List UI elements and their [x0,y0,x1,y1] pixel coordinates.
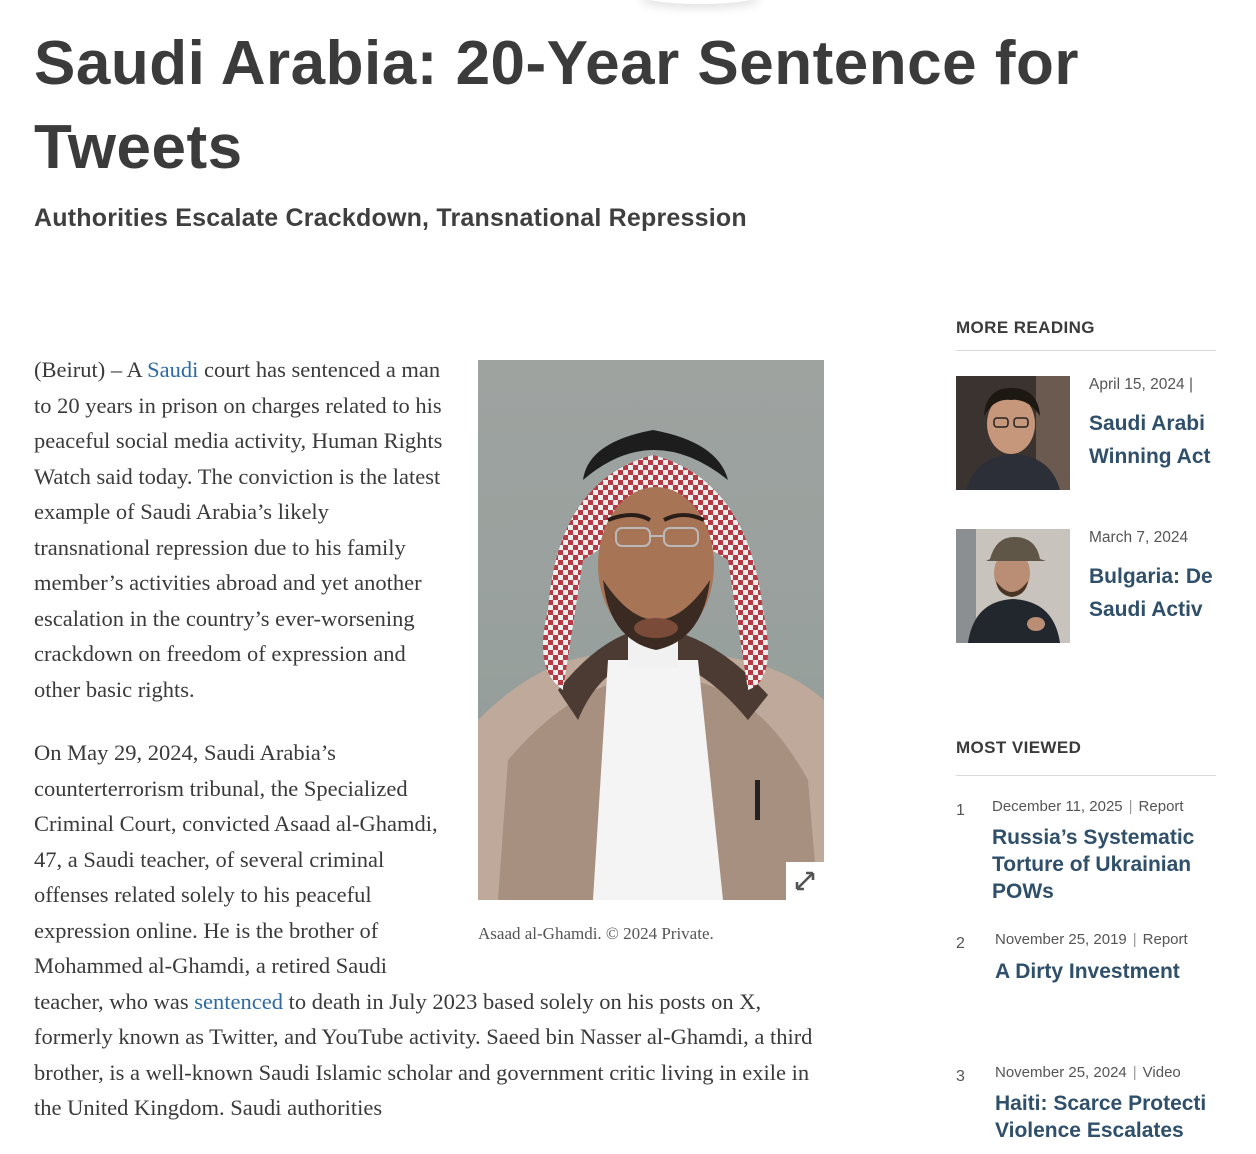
more-reading-date [1089,376,1193,394]
link-saudi[interactable]: Saudi [147,357,199,382]
more-reading-thumbnail[interactable] [956,529,1070,643]
more-reading-title-line2[interactable]: Winning Act [1089,445,1211,468]
item-title-line3[interactable]: POWs [992,880,1054,903]
item-title-line1[interactable]: Russia’s Systematic [992,826,1195,849]
more-reading-heading: MORE READING [956,318,1095,337]
item-type: Report [1138,798,1184,815]
item-type: Video [1142,1064,1181,1081]
more-reading-title-line1[interactable]: Saudi Arabi [1089,412,1205,435]
paragraph-2-lead: On May 29, 2024, Saudi Arabia’s counterterrorism tribunal, the Specialized Criminal Court, convicted Asaad al-Ghamdi, 47, a Saudi teacher, of several criminal offenses related solely to his peaceful expression online. He is the brother of Mohammed al-Ghamdi, a retired Saudi teacher, who was [34,740,438,1014]
most-viewed-heading: MOST VIEWED [956,738,1082,757]
image-caption: Asaad al-Ghamdi. © 2024 Private. [478,924,714,943]
rank-number: 2 [956,935,965,952]
more-reading-item[interactable] [956,376,1256,496]
item-date: November 25, 2024 [995,1064,1127,1081]
paragraph-1-rest: court has sentenced a man to 20 years in prison on charges related to his peaceful social media activity, Human Rights Watch said today. The conviction is the latest example of Saudi Arabia’s likely transnational repression due to his family member’s activities abroad and yet another escalation in the country’s ever-worsening crackdown on freedom of expression and other basic rights. [34,357,443,702]
top-shadow [640,0,760,4]
item-type: Report [1142,931,1188,948]
more-reading-title-line1[interactable]: Bulgaria: De [1089,565,1213,588]
paragraph-1-lead: (Beirut) – A [34,357,148,382]
photo-asaad-al-ghamdi[interactable] [478,360,824,900]
meta-separator: | [1132,931,1137,948]
date-text: March 7, 2024 [1089,529,1189,546]
item-date: December 11, 2025 [992,798,1123,815]
item-title-line2[interactable]: Torture of Ukrainian [992,853,1192,876]
expand-arrows-icon [793,869,817,893]
item-meta [995,931,1188,948]
thumbnail-image [956,529,1070,643]
meta-separator: | [1132,1064,1137,1081]
article-title: Saudi Arabia: 20-Year Sentence for Tweets [34,29,1079,182]
item-date: November 25, 2019 [995,931,1127,948]
date-text: April 15, 2024 [1089,376,1185,393]
thumbnail-image [956,376,1070,490]
item-title-line1[interactable]: Haiti: Scarce Protecti [995,1092,1207,1115]
most-viewed-divider [956,775,1216,776]
date-separator: | [1188,376,1193,393]
item-title-line2[interactable]: Violence Escalates [995,1119,1184,1142]
more-reading-thumbnail[interactable] [956,376,1070,490]
more-reading-item[interactable] [956,529,1256,649]
paragraph-2-rest: to death in July 2023 based solely on his posts on X, formerly known as Twitter, and YouTube activity. Saeed bin Nasser al-Ghamdi, a third brother, is a well-known Saudi Islamic scholar and government critic living in exile in the United Kingdom. Saudi authorities [34,988,813,1120]
more-reading-date [1089,529,1188,547]
article-subtitle: Authorities Escalate Crackdown, Transnational Repression [34,204,747,232]
portrait-illustration [478,360,824,900]
rank-number: 1 [956,802,965,819]
meta-separator: | [1128,798,1133,815]
item-title-line1[interactable]: A Dirty Investment [995,960,1180,983]
rank-number: 3 [956,1068,965,1085]
more-reading-title-line2[interactable]: Saudi Activ [1089,598,1203,621]
item-meta [992,798,1184,815]
article-body [34,352,824,1154]
link-sentenced[interactable]: sentenced [194,988,283,1014]
item-meta [995,1064,1181,1081]
article-figure [478,360,824,952]
expand-image-button[interactable] [786,862,824,900]
more-reading-divider [956,350,1216,351]
